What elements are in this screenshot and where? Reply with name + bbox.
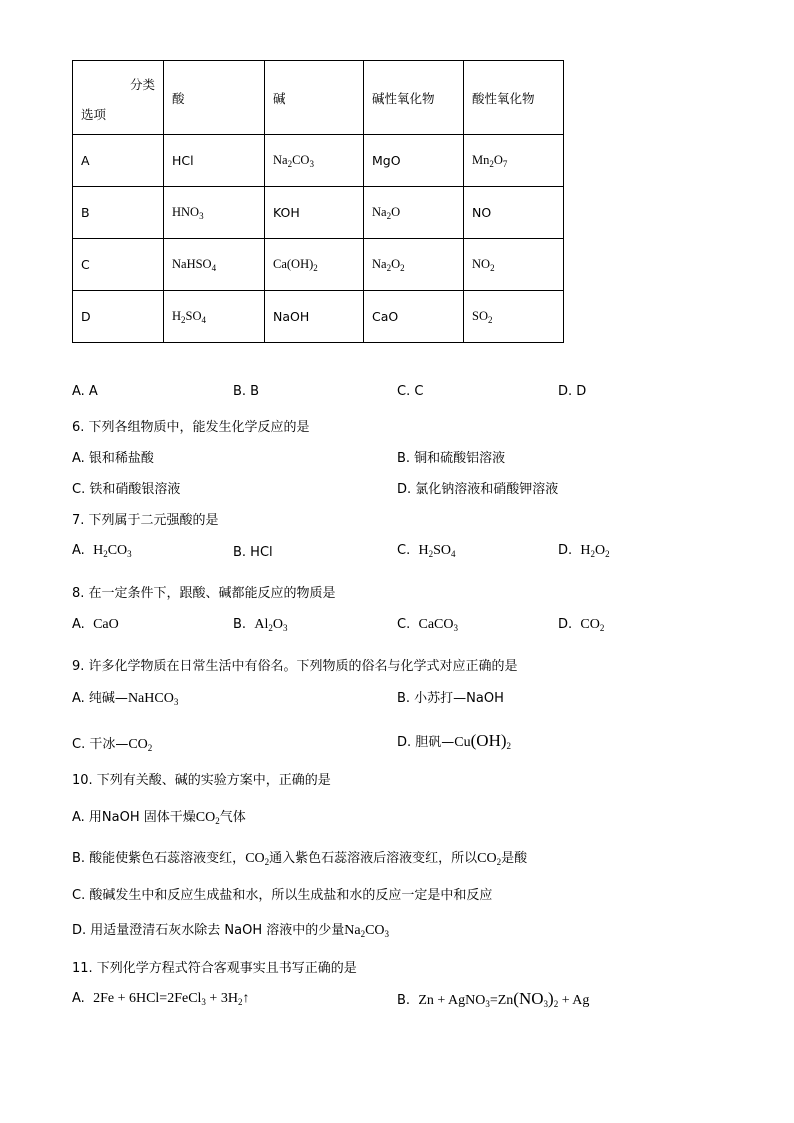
table-row — [73, 239, 564, 291]
cell-acid: $HNO_3$ — [164, 187, 265, 239]
q10-stem: 10. 下列有关酸、碱的实验方案中，正确的是 — [72, 773, 331, 788]
q9-stem: 9. 许多化学物质在日常生活中有俗名。下列物质的俗名与化学式对应正确的是 — [72, 659, 518, 674]
q5-option-b: B. B — [233, 384, 260, 399]
cell-acid: $H_2SO_4$ — [164, 291, 265, 343]
q7-option-b: B. HCl — [233, 545, 273, 560]
q6-option-b: B. 铜和硫酸铝溶液 — [397, 451, 506, 466]
q10-option-c: C. 酸碱发生中和反应生成盐和水，所以生成盐和水的反应一定是中和反应 — [72, 888, 493, 903]
q9-option-d: D. 胆矾$—Cu(OH)_2$ — [397, 731, 512, 751]
table-row — [73, 187, 564, 239]
q7-stem: 7. 下列属于二元强酸的是 — [72, 513, 219, 528]
cell-base: $Ca(OH)_2$ — [265, 239, 364, 291]
q9-option-a: A. 纯碱—NaHCO$_3$ — [72, 691, 179, 707]
q5-option-c: C. C — [397, 384, 424, 399]
row-label: C — [73, 239, 164, 291]
cell-base: $Na_2CO_3$ — [265, 135, 364, 187]
q11-option-a: A. 2Fe + 6HCl=2FeCl$_3$ + $3H_2↑$ — [72, 991, 250, 1007]
q5-option-a: A. A — [72, 384, 98, 399]
cell-acidic-oxide: $Mn_2O_7$ — [464, 135, 564, 187]
q6-option-c: C. 铁和硝酸银溶液 — [72, 482, 181, 497]
header-base: 碱 — [265, 61, 364, 135]
q7-option-c: C. $H_2SO_4$ — [397, 543, 456, 559]
cell-acidic-oxide: $SO_2$ — [464, 291, 564, 343]
q10-option-a: A. 用NaOH 固体干燥$CO_2$气体 — [72, 810, 246, 826]
q8-option-a: A. CaO — [72, 617, 119, 632]
header-option: 选项 — [81, 107, 107, 122]
q9-option-c: C. 干冰$—CO_2$ — [72, 737, 153, 753]
q6-stem: 6. 下列各组物质中，能发生化学反应的是 — [72, 420, 310, 435]
q5-option-d: D. D — [558, 384, 587, 399]
q8-stem: 8. 在一定条件下，跟酸、碱都能反应的物质是 — [72, 586, 336, 601]
cell-base: NaOH — [265, 291, 364, 343]
row-label: D — [73, 291, 164, 343]
classification-table — [72, 60, 564, 343]
header-category: 分类 — [129, 77, 155, 92]
q7-option-d: D. $H_2O_2$ — [558, 543, 610, 559]
q8-option-b: B. $Al_2O_3$ — [233, 617, 288, 633]
row-label: A — [73, 135, 164, 187]
q6-option-a: A. 银和稀盐酸 — [72, 451, 154, 466]
table-row — [73, 291, 564, 343]
header-diagonal-cell — [73, 61, 164, 135]
q10-option-d: D. 用适量澄清石灰水除去 NaOH 溶液中的少量$Na_2CO_3$ — [72, 923, 390, 939]
q8-option-c: C. CaCO$_3$ — [397, 617, 458, 633]
header-basic-oxide: 碱性氧化物 — [364, 61, 464, 135]
cell-basic-oxide: MgO — [364, 135, 464, 187]
cell-base: KOH — [265, 187, 364, 239]
header-acid: 酸 — [164, 61, 265, 135]
cell-acid: HCl — [164, 135, 265, 187]
cell-basic-oxide: CaO — [364, 291, 464, 343]
q11-stem: 11. 下列化学方程式符合客观事实且书写正确的是 — [72, 961, 357, 976]
q6-option-d: D. 氯化钠溶液和硝酸钾溶液 — [397, 482, 559, 497]
q10-option-b: B. 酸能使紫色石蕊溶液变红，$CO_2$通入紫色石蕊溶液后溶液变红，所以$CO_2$是酸 — [72, 851, 528, 867]
q11-option-b: B. $Zn + AgNO_3=Zn(NO_3)_2 + Ag$ — [397, 989, 590, 1009]
table-row — [73, 135, 564, 187]
cell-acidic-oxide: $NO_2$ — [464, 239, 564, 291]
q9-option-b: B. 小苏打—NaOH — [397, 691, 504, 706]
cell-basic-oxide: $Na_2O_2$ — [364, 239, 464, 291]
q8-option-d: D. $CO_2$ — [558, 617, 605, 633]
row-label: B — [73, 187, 164, 239]
cell-basic-oxide: $Na_2O$ — [364, 187, 464, 239]
header-acidic-oxide: 酸性氧化物 — [464, 61, 564, 135]
cell-acidic-oxide: NO — [464, 187, 564, 239]
q7-option-a: A. $H_2CO_3$ — [72, 543, 132, 559]
cell-acid: NaHSO$_4$ — [164, 239, 265, 291]
